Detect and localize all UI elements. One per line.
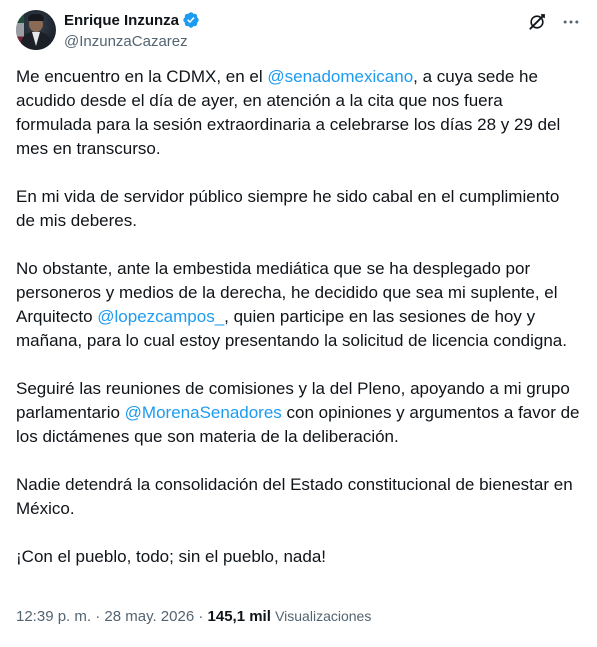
- views-label: Visualizaciones: [275, 608, 372, 624]
- tweet-date-link[interactable]: 28 may. 2026: [104, 608, 195, 625]
- tweet-paragraph-2: En mi vida de servidor público siempre he sido cabal en el cumplimiento de mis deberes.: [16, 187, 560, 230]
- author-names: [64, 10, 200, 50]
- grok-icon[interactable]: [527, 12, 547, 32]
- mention-morenasenadores-link[interactable]: @MorenaSenadores: [124, 403, 282, 422]
- avatar[interactable]: [16, 10, 56, 50]
- paragraph-4-text-a: Seguiré las reuniones de comisiones y la del Pleno, apoyando a mi grupo parlamentario: [16, 379, 570, 422]
- display-name-row: [64, 10, 200, 30]
- paragraph-4-text-b: con opiniones y argumentos a favor de los dictámenes que son materia de la deliberación.: [16, 403, 580, 446]
- tweet-paragraph-6: ¡Con el pueblo, todo; sin el pueblo, nada!: [16, 547, 327, 566]
- tweet-time-link[interactable]: 12:39 p. m.: [16, 608, 92, 625]
- verified-badge-icon: [182, 11, 200, 29]
- paragraph-1-text-b: , a cuya sede he acudido desde el día de ayer, en atención a la cita que nos fuera formulada para la sesión extraordinaria a celebrarse los días 28 y 29 del mes en transcurso.: [16, 67, 561, 158]
- author-handle[interactable]: @InzunzaCazarez: [64, 33, 188, 50]
- display-name[interactable]: Enrique Inzunza: [64, 11, 180, 29]
- views-count: 145,1 mil: [207, 608, 271, 625]
- avatar-hair: [28, 14, 44, 21]
- mention-senadomexicano-link[interactable]: @senadomexicano: [267, 67, 414, 86]
- tweet-paragraph-1: [16, 65, 582, 161]
- header-actions: [527, 12, 581, 32]
- paragraph-3-text-a: No obstante, ante la embestida mediática que se ha desplegado por personeros y medios de la derecha, he decidido que sea mi suplente, el Arquitecto: [16, 259, 558, 326]
- tweet-meta: [16, 608, 371, 625]
- meta-separator-2: ·: [194, 608, 208, 625]
- tweet-paragraph-4: [16, 377, 582, 449]
- meta-separator-1: ·: [91, 608, 105, 625]
- more-icon[interactable]: [561, 12, 581, 32]
- tweet-header: [16, 10, 581, 54]
- tweet-paragraph-5: Nadie detendrá la consolidación del Estado constitucional de bienestar en México.: [16, 475, 573, 518]
- tweet-paragraph-3: [16, 257, 582, 353]
- paragraph-1-text-a: Me encuentro en la CDMX, en el: [16, 67, 268, 86]
- tweet-text: [16, 65, 582, 593]
- mention-lopezcampos-link[interactable]: @lopezcampos_: [97, 307, 225, 326]
- paragraph-3-text-b: , quien participe en las sesiones de hoy y mañana, para lo cual estoy presentando la solicitud de licencia condigna.: [16, 307, 567, 350]
